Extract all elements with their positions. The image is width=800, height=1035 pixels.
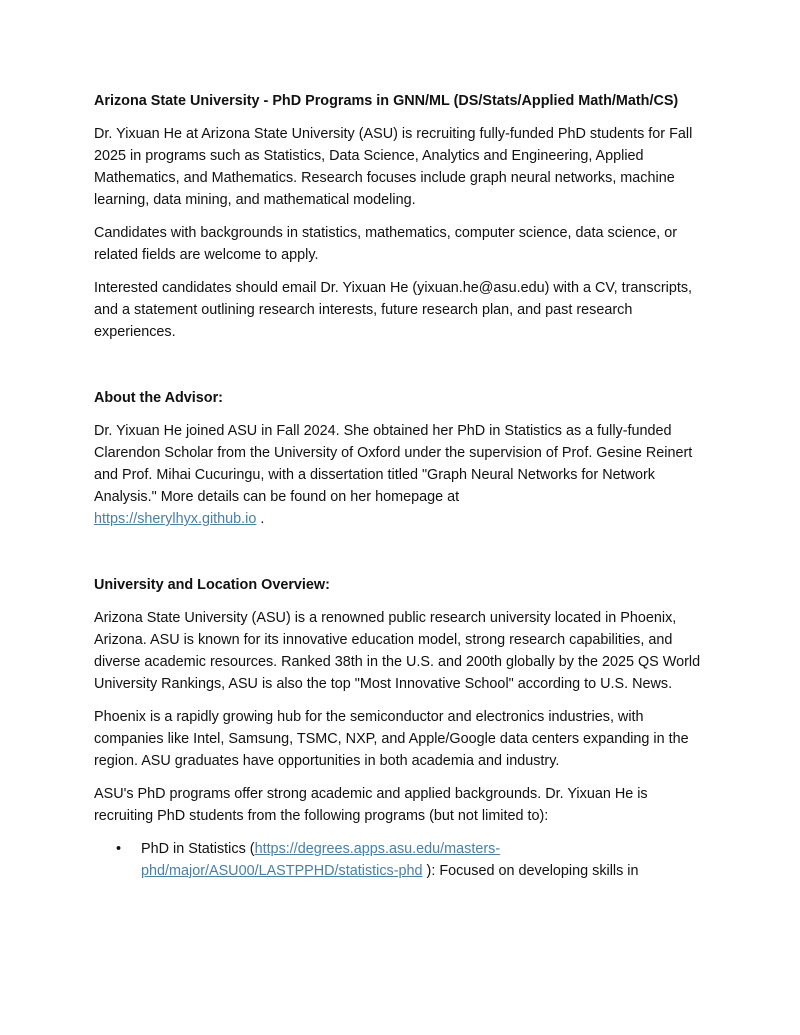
list-item [94,838,706,882]
overview-heading: University and Location Overview: [94,577,330,593]
intro-paragraph-2: Candidates with backgrounds in statistics, mathematics, computer science, data science, or related fields are welcome to apply. [94,225,678,263]
overview-paragraph-3: ASU's PhD programs offer strong academic and applied backgrounds. Dr. Yixuan He is recruiting PhD students from the following programs (but not limited to): [94,786,648,824]
document-title: Arizona State University - PhD Programs in GNN/ML (DS/Stats/Applied Math/Math/CS) [94,93,679,109]
document-page [94,90,706,882]
overview-paragraph-1: Arizona State University (ASU) is a renowned public research university located in Phoenix, Arizona. ASU is known for its innovative education model, strong research capabilities, and diverse academic resources. Ranked 38th in the U.S. and 200th globally by the 2025 QS World University Rankings, ASU is also the top "Most Innovative School" according to U.S. News. [94,610,701,692]
overview-paragraph-2: Phoenix is a rapidly growing hub for the semiconductor and electronics industries, with companies like Intel, Samsung, TSMC, NXP, and Apple/Google data centers expanding in the region. ASU graduates have opportunities in both academia and industry. [94,709,689,769]
advisor-paragraph [94,420,706,530]
homepage-link[interactable]: https://sherylhyx.github.io [94,511,257,527]
section-spacer [94,541,706,574]
section-spacer [94,354,706,387]
advisor-text: Dr. Yixuan He joined ASU in Fall 2024. She obtained her PhD in Statistics as a fully-funded Clarendon Scholar from the University of Oxford under the supervision of Prof. Gesine Reinert and Prof. Mihai Cucuringu, with a dissertation titled "Graph Neural Networks for Network Analysis." More details can be found on her homepage at [94,423,693,505]
program-link[interactable]: https://degrees.apps.asu.edu/masters-phd/major/ASU00/LASTPPHD/statistics-phd [141,841,501,879]
intro-paragraph-3: Interested candidates should email Dr. Yixuan He (yixuan.he@asu.edu) with a CV, transcripts, and a statement outlining research interests, future research plan, and past research experiences. [94,280,693,340]
program-description: ): Focused on developing skills in [422,863,639,879]
program-name: PhD in Statistics ( [141,841,255,857]
advisor-after-link: . [256,511,265,527]
advisor-heading: About the Advisor: [94,390,223,406]
bullet-icon: • [116,841,122,857]
program-list [94,838,706,882]
intro-paragraph-1: Dr. Yixuan He at Arizona State University (ASU) is recruiting fully-funded PhD students for Fall 2025 in programs such as Statistics, Data Science, Analytics and Engineering, Applied Mathematics, and Mathematics. Research focuses include graph neural networks, machine learning, data mining, and mathematical modeling. [94,126,693,208]
